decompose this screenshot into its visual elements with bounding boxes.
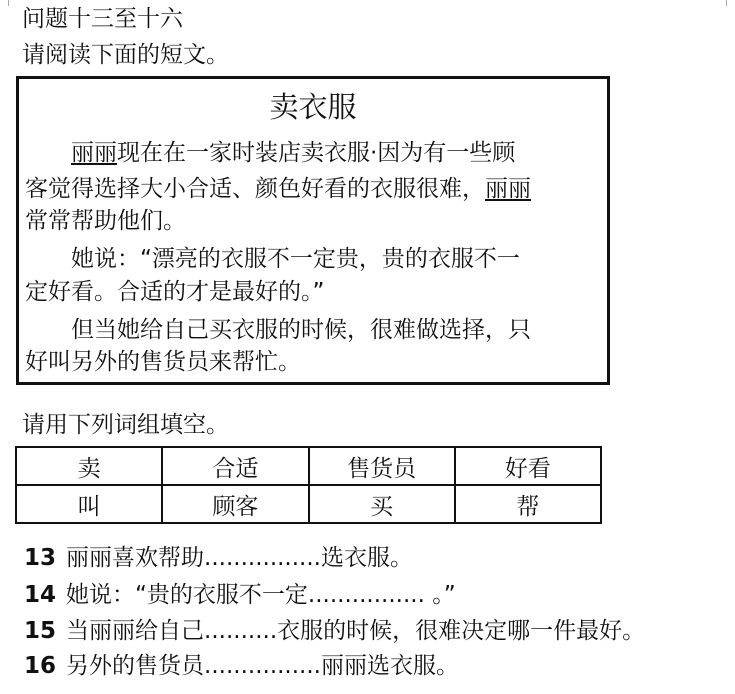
page-corner-mark-left	[8, 0, 9, 6]
table-cell: 帮	[455, 485, 601, 523]
table-cell: 买	[309, 485, 455, 523]
passage-line-6: 但当她给自己买衣服的时候，很难做选择，只	[71, 317, 531, 343]
table-cell: 顾客	[162, 485, 308, 523]
table-cell: 好看	[455, 447, 601, 485]
question-number: 13	[24, 545, 57, 571]
table-cell: 合适	[162, 447, 308, 485]
question-16	[24, 652, 459, 680]
page-corner-mark-right	[726, 0, 727, 6]
section-heading: 问题十三至十六	[22, 6, 183, 32]
table-cell: 叫	[16, 485, 162, 523]
question-number: 15	[24, 618, 57, 644]
passage-title: 卖衣服	[269, 90, 357, 124]
name-underlined: 丽丽	[485, 176, 531, 202]
question-13	[24, 544, 413, 572]
question-text: 丽丽喜欢帮助................选衣服。	[66, 545, 413, 571]
passage-box	[16, 76, 610, 385]
question-number: 16	[24, 653, 57, 679]
reading-instruction: 请阅读下面的短文。	[22, 42, 229, 68]
passage-line-1	[71, 139, 515, 167]
fill-instruction: 请用下列词组填空。	[22, 412, 229, 438]
question-text: 当丽丽给自己..........衣服的时候，很难决定哪一件最好。	[66, 618, 646, 644]
question-15	[24, 617, 645, 645]
table-row	[16, 447, 601, 485]
table-row	[16, 485, 601, 523]
passage-line-4: 她说：“漂亮的衣服不一定贵，贵的衣服不一	[71, 246, 520, 272]
passage-line-3: 常常帮助他们。	[25, 208, 186, 234]
passage-line-5: 定好看。合适的才是最好的。”	[25, 279, 325, 305]
table-cell: 售货员	[309, 447, 455, 485]
passage-line-2	[25, 175, 531, 203]
table-cell: 卖	[16, 447, 162, 485]
question-14	[24, 581, 456, 609]
question-text: 她说：“贵的衣服不一定................ 。”	[66, 582, 456, 608]
passage-text: 现在在一家时装店卖衣服·因为有一些顾	[117, 140, 516, 166]
name-underlined: 丽丽	[71, 140, 117, 166]
passage-text: 客觉得选择大小合适、颜色好看的衣服很难，	[25, 176, 485, 202]
question-text: 另外的售货员................丽丽选衣服。	[66, 653, 459, 679]
question-number: 14	[24, 582, 57, 608]
passage-line-7: 好叫另外的售货员来帮忙。	[25, 349, 301, 375]
word-bank-table	[15, 446, 602, 524]
